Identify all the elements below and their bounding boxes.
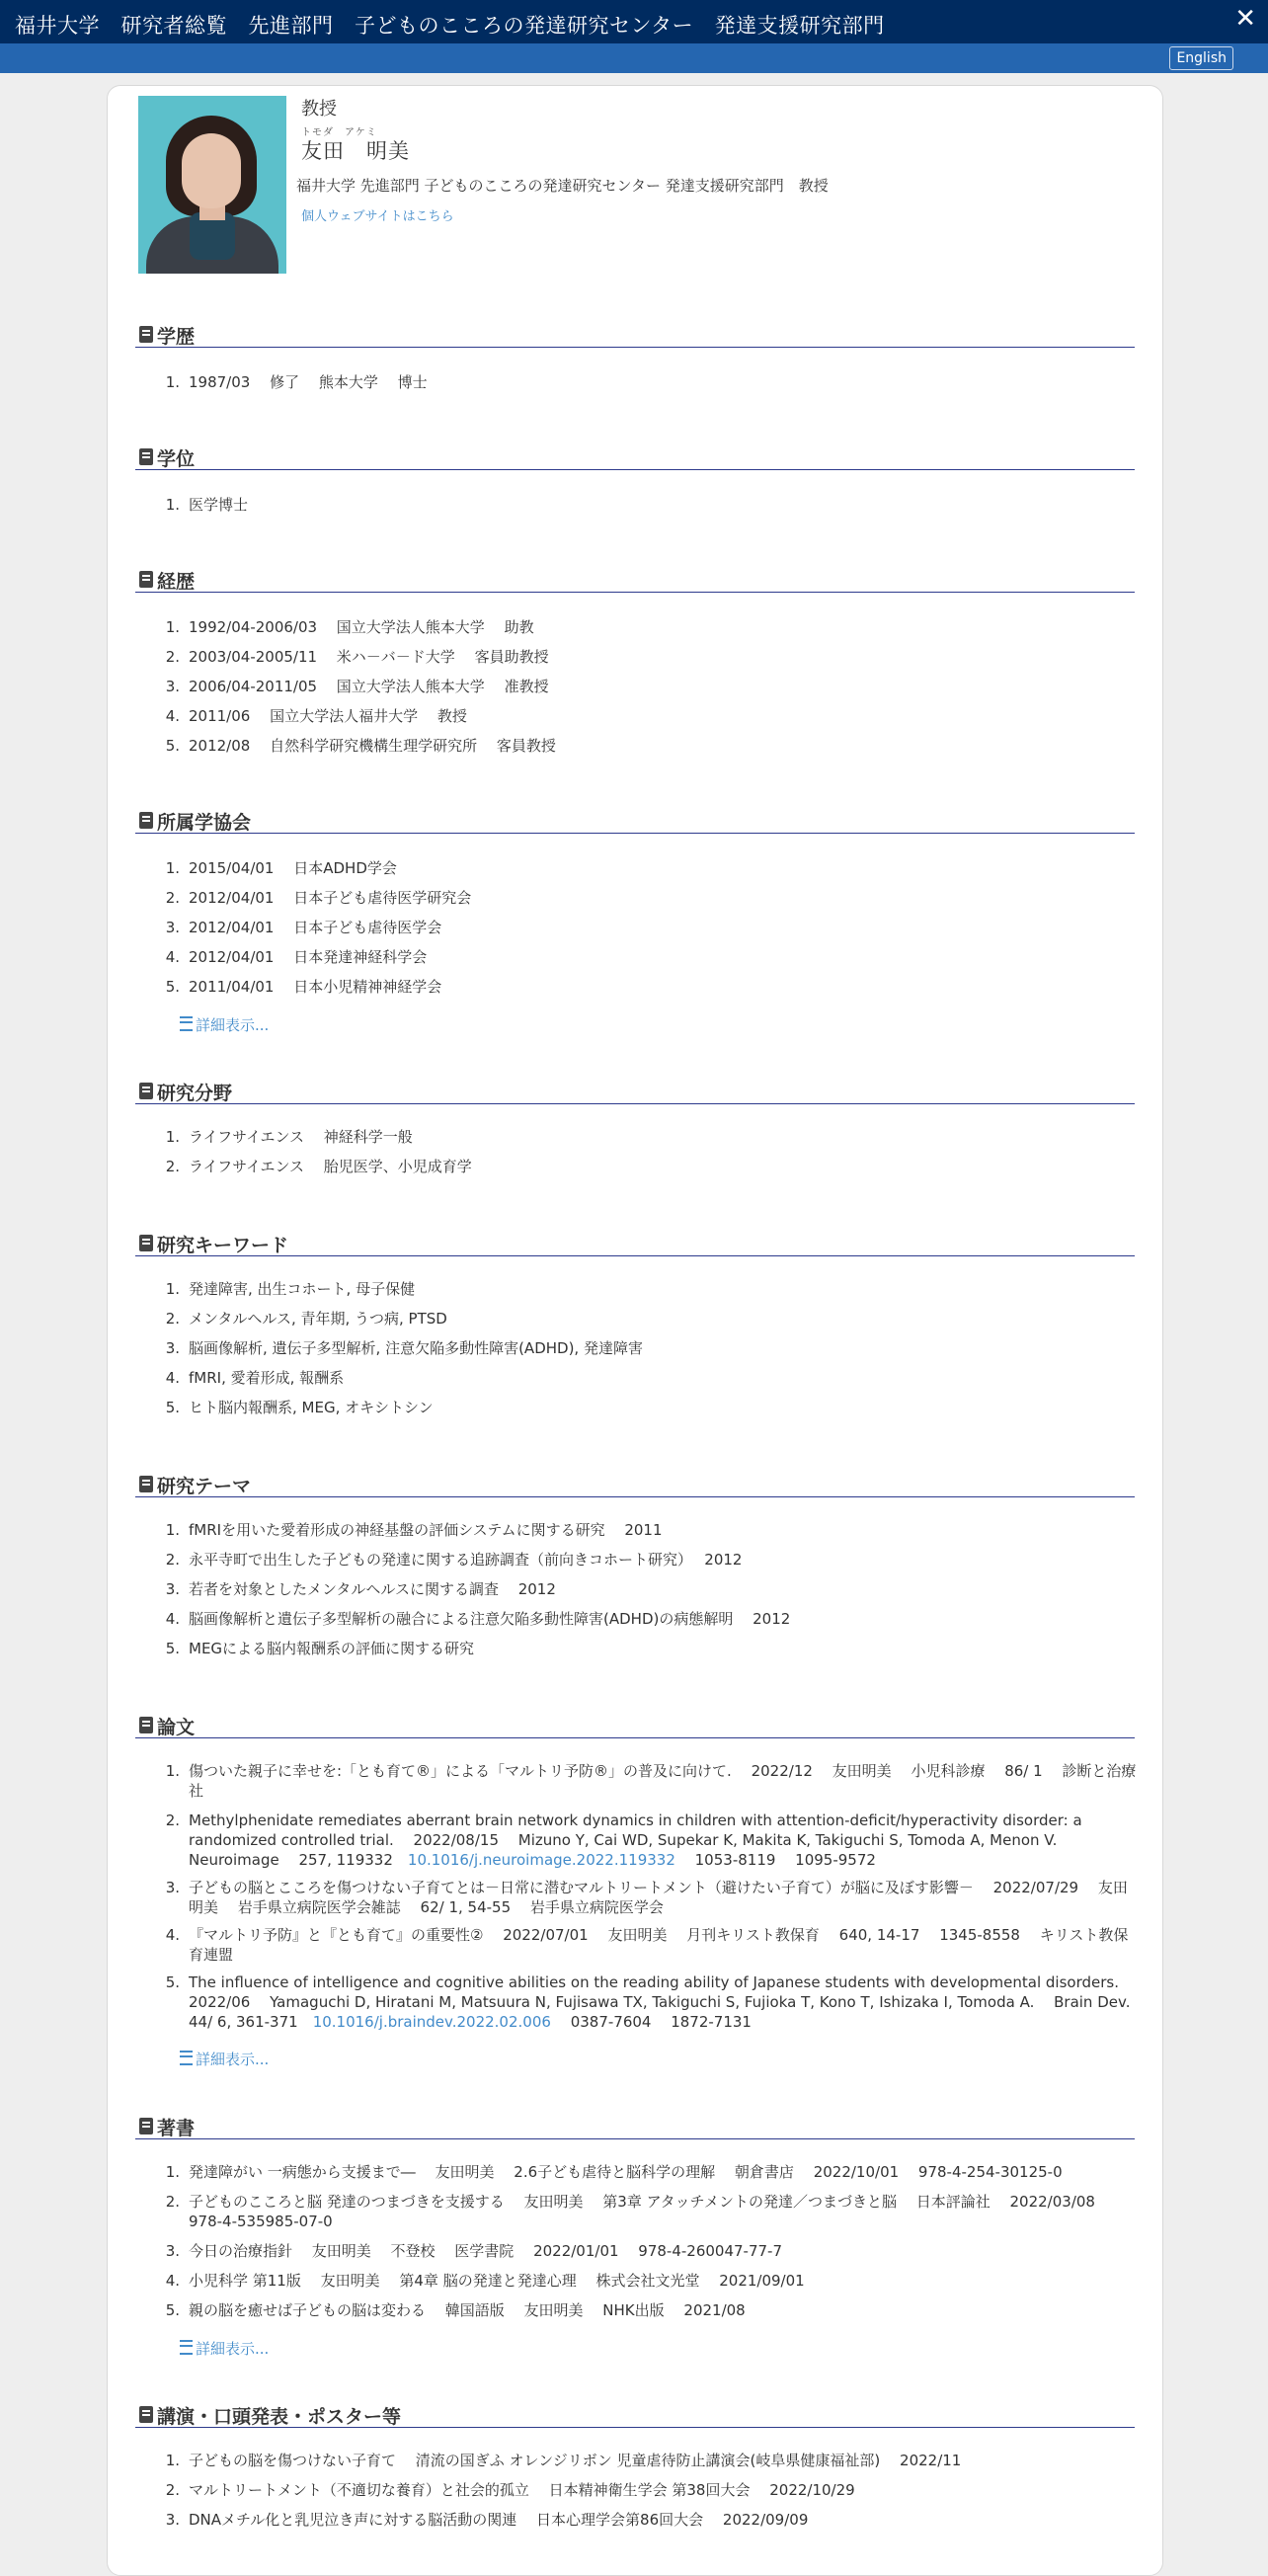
section-degree-header: [135, 440, 1135, 470]
list-icon: [180, 2340, 193, 2355]
book-icon: [139, 1717, 153, 1733]
language-button[interactable]: English: [1169, 46, 1233, 70]
position-title: 教授: [301, 99, 337, 120]
section-title: 研究テーマ: [157, 1476, 252, 1497]
profile-photo: [138, 96, 286, 274]
profile-card: 教授 トモダ アケミ 友田 明美 福井大学 先進部門 子どものこころの発達研究センター 発達支援研究部門 教授 個人ウェブサイトはこちら 学歴 1. 1987/03 修了 熊本大学 博士 学位 1. 医学博士 経歴 1. 1992/04-2006/03 国立大学法人熊本大学 助教 2. 2003/04-2005/11 米ハ－バ－ド大学 客員助教授 3. 2006/04-2011/05 国立大学法人熊本大学 准教授 4. 2011/06 国立大学法人福井大学 教授 5. 2012/08 自然科学研究機構生理学研究所 客員教授 所属学協会 1. 2015/04/01 日本ADHD学会 2. 2012/04/01 日本子ども虐待医学研究会 3. 2012/04/01 日本子ども虐待医学会 4. 2012/04/01 日本発達神経科学会 5. 2011/04/01 日本小児精神神経学会 詳細表示... 研究分野 1. ライフサイエンス 神経科学一般 2. ライフサイエンス 胎児医学、小児成育学 研究キーワード 1. 発達障害, 出生コホート, 母子保健 2. メンタルヘルス, 青年期, うつ病, PTSD 3. 脳画像解析, 遺伝子多型解析, 注意欠陥多動性障害(ADHD), 発達障害 4. fMRI, 愛着形成, 報酬系 5. ヒト脳内報酬系, MEG, オキシトシン 研究テーマ 1. fMRIを用いた愛着形成の神経基盤の評価システムに関する研究 2011 2. 永平寺町で出生した子どもの発達に関する追跡調査（前向きコホート研究） 2012 3. 若者を対象としたメンタルヘルスに関する調査 2012 4. 脳画像解析と遺伝子多型解析の融合による注意欠陥多動性障害(ADHD)の病態解明 2012 5. MEGによる脳内報酬系の評価に関する研究 論文 1. 傷ついた親子に幸せを:「とも育て®」による「マルトリ予防®」の普及に向けて. 2022/12 友田明美 小児科診療 86/ 1 診断と治療社 2. Methylphenidate remediates aberrant brain network dynamics in children with attention-deficit/hyperactivity disorder: a randomized controlled trial. 2022/08/15 Mizuno Y, Cai WD, Supekar K, Makita K, Takiguchi S, Tomoda A, Menon V. Neuroimage 257, 119332 10.1016/j.neuroimage.2022.119332 1053-8119 1095-9572 3. 子どもの脳とこころを傷つけない子育てとは－日常に潜むマルトリートメント（避けたい子育て）が脳に及ぼす影響－ 2022/07/29 友田明美 岩手県立病院医学会雑誌 62/ 1, 54-55 岩手県立病院医学会 4. 『マルトリ予防』と『とも育て』の重要性② 2022/07/01 友田明美 月刊キリスト教保育 640, 14-17 1345-8558 キリスト教保育連盟 5. The influence of intelligence and cognitive abilities on the reading ability of Japanese students with developmental disorders. 2022/06 Yamaguchi D, Hiratani M, Matsuura N, Fujisawa TX, Takiguchi S, Fujioka T, Kono T, Ishizaka I, Tomoda A. Brain Dev. 44/ 6, 361-371 10.1016/j.braindev.2022.02.006 0387-7604 1872-7131 詳細表示... 著書 1. 発達障がい 一病態から支援まで― 友田明美 2.6子ども虐待と脳科学の理解 朝倉書店 2022/10/01 978-4-254-30125-0 2. 子どものこころと脳 発達のつまづきを支援する 友田明美 第3章 アタッチメントの発達／つまづきと脳 日本評論社 2022/03/08 978-4-535985-07-0 3. 今日の治療指針 友田明美 不登校 医学書院 2022/01/01 978-4-260047-77-7 4. 小児科学 第11版 友田明美 第4章 脳の発達と発達心理 株式会社文光堂 2021/09/01 5. 親の脳を癒せば子どもの脳は変わる 韓国語版 友田明美 NHK出版 2021/08 詳細表示... 講演・口頭発表・ポスター等 1. 子どもの脳を傷つけない子育て 清流の国ぎふ オレンジリボン 児童虐待防止講演会(岐阜県健康福祉部) 2022/11 2. マルトリートメント（不適切な養育）と社会的孤立 日本精神衛生学会 第38回大会 2022/10/29 3. DNAメチル化と乳児泣き声に対する脳活動の関連 日本心理学会第86回大会 2022/09/09: [107, 85, 1163, 2576]
book-icon: [139, 812, 153, 829]
section-career-header: [135, 562, 1135, 593]
section-title: 学歴: [157, 326, 196, 348]
section-title: 研究キーワード: [157, 1235, 289, 1256]
website-link[interactable]: 個人ウェブサイトはこちら: [301, 209, 454, 224]
section-themes-header: [135, 1467, 1135, 1497]
researcher-name: 友田 明美: [301, 139, 410, 163]
more-button-societies[interactable]: 詳細表示...: [180, 1014, 269, 1035]
section-title: 講演・口頭発表・ポスター等: [157, 2406, 402, 2428]
affiliation: 福井大学 先進部門 子どものこころの発達研究センター 発達支援研究部門 教授: [296, 177, 829, 195]
section-education-header: [135, 317, 1135, 348]
section-talks-header: [135, 2397, 1135, 2428]
top-header-bar: [0, 0, 1268, 43]
book-icon: [139, 448, 153, 465]
doi-link[interactable]: 10.1016/j.braindev.2022.02.006: [312, 2013, 551, 2031]
book-icon: [139, 1083, 153, 1099]
section-keywords-header: [135, 1226, 1135, 1256]
section-title: 学位: [157, 448, 196, 470]
section-title: 経歴: [157, 571, 196, 593]
section-title: 研究分野: [157, 1083, 233, 1104]
close-icon[interactable]: ✕: [1234, 4, 1256, 34]
name-kana: トモダ アケミ: [301, 127, 377, 138]
section-title: 著書: [157, 2118, 196, 2139]
more-button-books[interactable]: 詳細表示...: [180, 2338, 269, 2359]
book-icon: [139, 326, 153, 343]
more-button-papers[interactable]: 詳細表示...: [180, 2049, 269, 2069]
book-icon: [139, 2118, 153, 2134]
section-title: 論文: [157, 1717, 196, 1738]
list-icon: [180, 2051, 193, 2065]
section-books-header: [135, 2109, 1135, 2139]
book-icon: [139, 1235, 153, 1251]
section-papers-header: [135, 1708, 1135, 1738]
sub-header-bar: [0, 43, 1268, 73]
breadcrumb: 福井大学 研究者総覧 先進部門 子どものこころの発達研究センター 発達支援研究部門: [15, 14, 885, 38]
book-icon: [139, 571, 153, 588]
section-fields-header: [135, 1074, 1135, 1104]
book-icon: [139, 1476, 153, 1492]
list-icon: [180, 1016, 193, 1031]
section-societies-header: [135, 803, 1135, 834]
book-icon: [139, 2406, 153, 2423]
section-title: 所属学協会: [157, 812, 252, 834]
doi-link[interactable]: 10.1016/j.neuroimage.2022.119332: [407, 1851, 675, 1869]
